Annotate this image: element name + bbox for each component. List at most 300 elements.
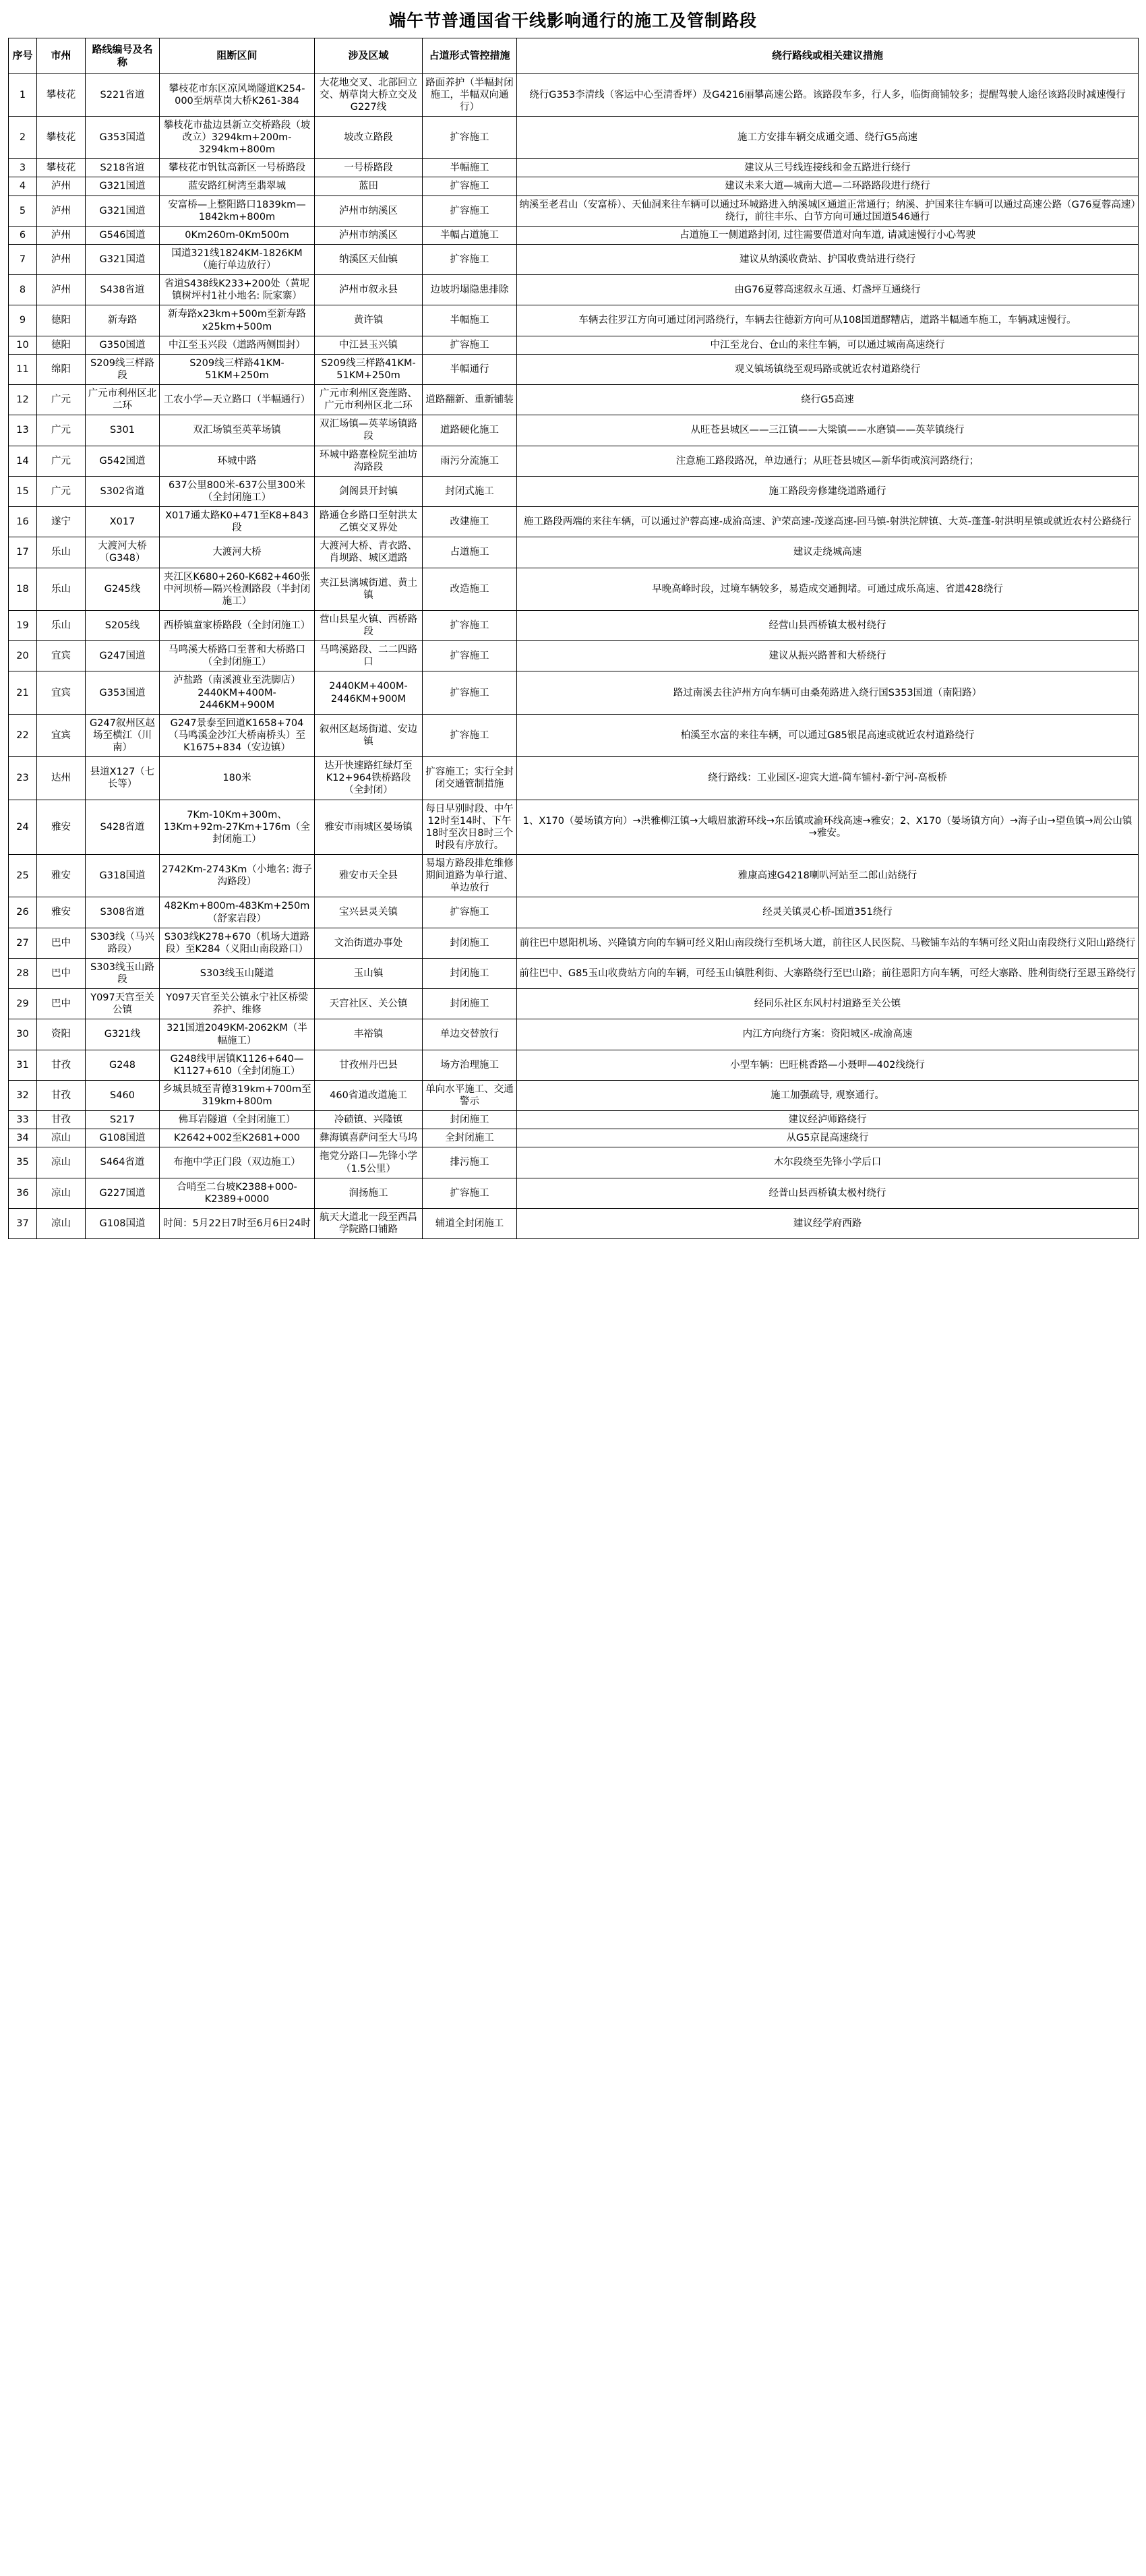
cell-measures: 前往巴中、G85玉山收费站方向的车辆，可经玉山镇胜利街、大寨路绕行至巴山路；前往恩阳方向车辆，可经大寨路、胜利街绕行至恩玉路绕行: [517, 958, 1139, 988]
cell-section: Y097天官至关公镇永宁社区桥梁养护、维修: [160, 989, 315, 1019]
cell-city: 宜宾: [37, 671, 86, 714]
cell-area: S209线三样路41KM-51KM+250m: [315, 354, 423, 384]
cell-area: 一号桥路段: [315, 159, 423, 177]
cell-route: S221省道: [86, 73, 160, 116]
cell-measures: 由G76夏蓉高速叙永互通、灯盏坪互通绕行: [517, 275, 1139, 305]
cell-control: 封闭施工: [423, 958, 517, 988]
cell-measures: 经灵关镇灵心桥-国道351绕行: [517, 897, 1139, 928]
cell-index: 25: [9, 855, 37, 897]
cell-measures: 前往巴中恩阳机场、兴隆镇方向的车辆可经义阳山南段绕行至机场大道，前往区人民医院、马鞍铺车站的车辆可经义阳山南段绕行义阳山路绕行: [517, 928, 1139, 958]
cell-city: 乐山: [37, 568, 86, 610]
cell-city: 甘孜: [37, 1111, 86, 1129]
table-row: [9, 354, 1139, 384]
cell-area: 冷碛镇、兴隆镇: [315, 1111, 423, 1129]
cell-index: 22: [9, 714, 37, 756]
cell-route: S205线: [86, 610, 160, 640]
cell-index: 33: [9, 1111, 37, 1129]
cell-index: 35: [9, 1147, 37, 1178]
cell-area: 剑阁县开封镇: [315, 476, 423, 506]
cell-city: 泸州: [37, 244, 86, 274]
cell-control: 改建施工: [423, 507, 517, 537]
cell-section: X017通太路K0+471至K8+843段: [160, 507, 315, 537]
cell-control: 易塌方路段排危维修期间道路为单行道、单边放行: [423, 855, 517, 897]
cell-measures: 车辆去往罗江方向可通过闭河路绕行，车辆去往德新方向可从108国道醪糟店，道路半幅通车施工，车辆减速慢行。: [517, 305, 1139, 336]
cell-area: 拖党分路口—先锋小学（1.5公里）: [315, 1147, 423, 1178]
cell-section: 蓝安路红树湾至翡翠城: [160, 177, 315, 196]
cell-city: 攀枝花: [37, 159, 86, 177]
cell-measures: 柏溪至水富的来往车辆，可以通过G85银昆高速或就近农村道路绕行: [517, 714, 1139, 756]
cell-route: G227国道: [86, 1178, 160, 1208]
cell-control: 扩容施工: [423, 196, 517, 226]
cell-city: 泸州: [37, 196, 86, 226]
table-row: [9, 897, 1139, 928]
cell-index: 26: [9, 897, 37, 928]
cell-measures: 中江至龙台、仓山的来往车辆，可以通过城南高速绕行: [517, 336, 1139, 354]
cell-route: Y097天宫至关公镇: [86, 989, 160, 1019]
cell-area: 2440KM+400M-2446KM+900M: [315, 671, 423, 714]
table-row: [9, 537, 1139, 568]
table-row: [9, 1147, 1139, 1178]
cell-city: 泸州: [37, 275, 86, 305]
cell-city: 德阳: [37, 305, 86, 336]
cell-index: 19: [9, 610, 37, 640]
table-row: [9, 336, 1139, 354]
cell-area: 泸州市纳溪区: [315, 226, 423, 244]
cell-control: 排污施工: [423, 1147, 517, 1178]
cell-index: 21: [9, 671, 37, 714]
table-row: [9, 757, 1139, 800]
cell-route: G542国道: [86, 446, 160, 476]
cell-area: 460省道改道施工: [315, 1080, 423, 1110]
table-row: [9, 196, 1139, 226]
cell-measures: 建议走绕城高速: [517, 537, 1139, 568]
cell-control: 扩容施工: [423, 641, 517, 671]
cell-measures: 建议经泸师路绕行: [517, 1111, 1139, 1129]
cell-area: 润扬施工: [315, 1178, 423, 1208]
cell-area: 文治街道办事处: [315, 928, 423, 958]
cell-control: 道路翻新、重新铺装: [423, 385, 517, 415]
cell-area: 甘孜州丹巴县: [315, 1050, 423, 1080]
cell-section: G247景泰至回道K1658+704（马鸣溪金沙江大桥南桥头）至K1675+834（安边镇）: [160, 714, 315, 756]
cell-city: 广元: [37, 446, 86, 476]
cell-city: 泸州: [37, 226, 86, 244]
cell-city: 宜宾: [37, 714, 86, 756]
table-row: [9, 714, 1139, 756]
cell-control: 辅道全封闭施工: [423, 1208, 517, 1238]
cell-control: 场方治理施工: [423, 1050, 517, 1080]
cell-route: S218省道: [86, 159, 160, 177]
cell-measures: 施工加强疏导, 观察通行。: [517, 1080, 1139, 1110]
cell-area: 黄许镇: [315, 305, 423, 336]
cell-measures: 占道施工一侧道路封闭, 过往需要借道对向车道, 请减速慢行小心驾驶: [517, 226, 1139, 244]
table-row: [9, 641, 1139, 671]
cell-measures: 施工方安排车辆交成通交通、绕行G5高速: [517, 116, 1139, 158]
cell-area: 彝海镇喜萨问至大马坞: [315, 1129, 423, 1147]
cell-city: 广元: [37, 476, 86, 506]
cell-section: 时间：5月22日7时至6月6日24时: [160, 1208, 315, 1238]
table-row: [9, 507, 1139, 537]
cell-area: 中江县玉兴镇: [315, 336, 423, 354]
cell-city: 凉山: [37, 1147, 86, 1178]
cell-section: 双汇场镇至英苹场镇: [160, 415, 315, 446]
cell-route: S302省道: [86, 476, 160, 506]
cell-control: 封闭施工: [423, 1111, 517, 1129]
cell-control: 单边交替放行: [423, 1019, 517, 1050]
cell-control: 半幅占道施工: [423, 226, 517, 244]
cell-measures: 绕行G353李清线（客运中心至清香坪）及G4216丽攀高速公路。该路段车多，行人多，临街商铺较多；提醒驾驶人途径该路段时减速慢行: [517, 73, 1139, 116]
table-row: [9, 116, 1139, 158]
cell-section: S303线K278+670（机场大道路段）至K284（义阳山南段路口）: [160, 928, 315, 958]
cell-section: 合哨至二台坡K2388+000-K2389+0000: [160, 1178, 315, 1208]
cell-measures: 建议未来大道—城南大道—二环路路段进行绕行: [517, 177, 1139, 196]
table-row: [9, 305, 1139, 336]
table-row: [9, 958, 1139, 988]
cell-index: 17: [9, 537, 37, 568]
table-row: [9, 671, 1139, 714]
cell-section: S303线玉山隧道: [160, 958, 315, 988]
column-header-section: 阻断区间: [160, 38, 315, 74]
cell-index: 9: [9, 305, 37, 336]
cell-route: 广元市利州区北二环: [86, 385, 160, 415]
cell-area: 丰裕镇: [315, 1019, 423, 1050]
cell-city: 遂宁: [37, 507, 86, 537]
cell-area: 大渡河大桥、青衣路、肖坝路、城区道路: [315, 537, 423, 568]
cell-city: 绵阳: [37, 354, 86, 384]
cell-section: 夹江区K680+260-K682+460张中河坝桥—隔兴检测路段（半封闭施工）: [160, 568, 315, 610]
table-row: [9, 1129, 1139, 1147]
cell-area: 达开快速路红绿灯至K12+964铁桥路段（全封闭）: [315, 757, 423, 800]
cell-measures: 小型车辆：巴旺桃香路—小聂呷—402线绕行: [517, 1050, 1139, 1080]
cell-index: 1: [9, 73, 37, 116]
table-row: [9, 1178, 1139, 1208]
cell-city: 宜宾: [37, 641, 86, 671]
column-header-index: 序号: [9, 38, 37, 74]
cell-section: 工农小学—天立路口（半幅通行）: [160, 385, 315, 415]
table-header-row: [9, 38, 1139, 74]
cell-section: 482Km+800m-483Km+250m（舒家岩段）: [160, 897, 315, 928]
cell-measures: 经同乐社区东风村村道路至关公镇: [517, 989, 1139, 1019]
cell-city: 泸州: [37, 177, 86, 196]
cell-section: 180米: [160, 757, 315, 800]
cell-measures: 注意施工路段路况，单边通行；从旺苍县城区—新华街或滨河路绕行；: [517, 446, 1139, 476]
cell-index: 15: [9, 476, 37, 506]
cell-section: 西桥镇童家桥路段（全封闭施工）: [160, 610, 315, 640]
cell-measures: 经普山县西桥镇太极村绕行: [517, 1178, 1139, 1208]
cell-control: 封闭式施工: [423, 476, 517, 506]
table-row: [9, 1050, 1139, 1080]
cell-measures: 路过南溪去往泸州方向车辆可由桑苑路进入绕行国S353国道（南阳路）: [517, 671, 1139, 714]
cell-control: 边坡坍塌隐患排除: [423, 275, 517, 305]
cell-section: 佛耳岩隧道（全封闭施工）: [160, 1111, 315, 1129]
cell-city: 凉山: [37, 1178, 86, 1208]
cell-index: 27: [9, 928, 37, 958]
cell-section: G248线甲居镇K1126+640—K1127+610（全封闭施工）: [160, 1050, 315, 1080]
page-title: 端午节普通国省干线影响通行的施工及管制路段: [388, 11, 757, 30]
column-header-control: 占道形式管控措施: [423, 38, 517, 74]
cell-measures: 观义镇场镇绕至观玛路或就近农村道路绕行: [517, 354, 1139, 384]
cell-city: 达州: [37, 757, 86, 800]
cell-measures: 建议从三号线连接线和金五路进行绕行: [517, 159, 1139, 177]
cell-control: 扩容施工: [423, 671, 517, 714]
cell-route: G321国道: [86, 196, 160, 226]
table-row: [9, 1208, 1139, 1238]
cell-area: 纳溪区天仙镇: [315, 244, 423, 274]
cell-index: 37: [9, 1208, 37, 1238]
cell-section: 大渡河大桥: [160, 537, 315, 568]
cell-area: 环城中路嘉检院至油坊沟路段: [315, 446, 423, 476]
column-header-route: 路线编号及名称: [86, 38, 160, 74]
cell-area: 营山县星火镇、西桥路段: [315, 610, 423, 640]
cell-area: 泸州市纳溪区: [315, 196, 423, 226]
cell-area: 叙州区赵场街道、安边镇: [315, 714, 423, 756]
cell-index: 2: [9, 116, 37, 158]
cell-section: 安富桥—上整阳路口1839km—1842km+800m: [160, 196, 315, 226]
cell-measures: 木尔段绕至先锋小学后口: [517, 1147, 1139, 1178]
cell-route: S217: [86, 1111, 160, 1129]
cell-route: G245线: [86, 568, 160, 610]
cell-index: 28: [9, 958, 37, 988]
cell-measures: 施工路段两端的来往车辆，可以通过沪蓉高速-成渝高速、沪荣高速-茂遂高速-回马镇-射洪沱牌镇、大英-蓬蓬-射洪明星镇或就近农村公路绕行: [517, 507, 1139, 537]
cell-city: 广元: [37, 385, 86, 415]
cell-route: G247叙州区赵场至横江（川南）: [86, 714, 160, 756]
cell-control: 扩容施工: [423, 897, 517, 928]
cell-section: 新寿路x23km+500m至新寿路x25km+500m: [160, 305, 315, 336]
cell-measures: 内江方向绕行方案：资阳城区-成渝高速: [517, 1019, 1139, 1050]
cell-measures: 纳溪至老君山（安富桥）、天仙洞来往车辆可以通过环城路进入纳溪城区通道正常通行；纳溪、护国来往车辆可以通过高速公路（G76夏蓉高速）绕行，前往丰乐、白节方向可通过国道546通行: [517, 196, 1139, 226]
table-row: [9, 855, 1139, 897]
cell-route: G321线: [86, 1019, 160, 1050]
cell-control: 扩容施工: [423, 177, 517, 196]
cell-route: G350国道: [86, 336, 160, 354]
cell-route: 县道X127（七长等）: [86, 757, 160, 800]
table-row: [9, 159, 1139, 177]
cell-city: 广元: [37, 415, 86, 446]
column-header-city: 市州: [37, 38, 86, 74]
cell-measures: 建议从纳溪收费站、护国收费站进行绕行: [517, 244, 1139, 274]
table-row: [9, 1080, 1139, 1110]
cell-city: 德阳: [37, 336, 86, 354]
cell-city: 巴中: [37, 989, 86, 1019]
cell-route: S301: [86, 415, 160, 446]
cell-section: 637公里800米-637公里300米（全封闭施工）: [160, 476, 315, 506]
cell-control: 占道施工: [423, 537, 517, 568]
cell-section: 国道321线1824KM-1826KM（施行单边放行）: [160, 244, 315, 274]
cell-control: 扩容施工: [423, 336, 517, 354]
cell-area: 路通仓乡路口至射洪太乙镇交叉界处: [315, 507, 423, 537]
cell-route: 大渡河大桥（G348）: [86, 537, 160, 568]
cell-index: 4: [9, 177, 37, 196]
cell-area: 雅安市雨城区晏场镇: [315, 800, 423, 855]
cell-area: 航天大道北一段至西昌学院路口铺路: [315, 1208, 423, 1238]
cell-control: 改造施工: [423, 568, 517, 610]
cell-route: S303线玉山路段: [86, 958, 160, 988]
cell-city: 攀枝花: [37, 73, 86, 116]
cell-area: 雅安市天全县: [315, 855, 423, 897]
cell-route: G546国道: [86, 226, 160, 244]
cell-measures: 雅康高速G4218喇叭河站至二郎山站绕行: [517, 855, 1139, 897]
cell-route: G108国道: [86, 1208, 160, 1238]
cell-control: 单向水平施工、交通警示: [423, 1080, 517, 1110]
cell-city: 凉山: [37, 1129, 86, 1147]
cell-city: 乐山: [37, 610, 86, 640]
table-row: [9, 177, 1139, 196]
cell-city: 雅安: [37, 897, 86, 928]
cell-city: 凉山: [37, 1208, 86, 1238]
cell-measures: 建议经学府西路: [517, 1208, 1139, 1238]
table-row: [9, 1111, 1139, 1129]
cell-route: G108国道: [86, 1129, 160, 1147]
cell-city: 资阳: [37, 1019, 86, 1050]
cell-section: 中江至玉兴段（道路两侧围封）: [160, 336, 315, 354]
column-header-area: 涉及区域: [315, 38, 423, 74]
cell-route: G353国道: [86, 116, 160, 158]
cell-route: G247国道: [86, 641, 160, 671]
cell-area: 夹江县漓城街道、黄土镇: [315, 568, 423, 610]
cell-measures: 从旺苍县城区——三江镇——大梁镇——水磨镇——英苹镇绕行: [517, 415, 1139, 446]
cell-control: 道路硬化施工: [423, 415, 517, 446]
cell-index: 24: [9, 800, 37, 855]
cell-index: 11: [9, 354, 37, 384]
cell-route: G321国道: [86, 177, 160, 196]
cell-index: 6: [9, 226, 37, 244]
cell-area: 玉山镇: [315, 958, 423, 988]
cell-measures: 1、X170（晏场镇方向）→洪雅柳江镇→大峨眉旅游环线→东岳镇或渝环线高速→雅安；2、X170（晏场镇方向）→海子山→望鱼镇→周公山镇→雅安。: [517, 800, 1139, 855]
cell-control: 半幅通行: [423, 354, 517, 384]
cell-section: S209线三样路41KM-51KM+250m: [160, 354, 315, 384]
cell-control: 每日早别时段、中午12时至14时、下午18时至次日8时三个时段有序放行。: [423, 800, 517, 855]
cell-city: 甘孜: [37, 1080, 86, 1110]
cell-route: S428省道: [86, 800, 160, 855]
cell-index: 7: [9, 244, 37, 274]
cell-area: 坡改立路段: [315, 116, 423, 158]
cell-section: 环城中路: [160, 446, 315, 476]
cell-index: 36: [9, 1178, 37, 1208]
cell-route: S460: [86, 1080, 160, 1110]
cell-control: 扩容施工: [423, 1178, 517, 1208]
cell-section: K2642+002至K2681+000: [160, 1129, 315, 1147]
cell-control: 扩容施工: [423, 714, 517, 756]
cell-measures: 绕行路线：工业园区-迎宾大道-简车铺村-新宁河-高板桥: [517, 757, 1139, 800]
table-row: [9, 989, 1139, 1019]
cell-index: 5: [9, 196, 37, 226]
cell-route: G248: [86, 1050, 160, 1080]
cell-measures: 早晚高峰时段，过境车辆较多，易造成交通拥堵。可通过成乐高速、省道428绕行: [517, 568, 1139, 610]
column-header-measures: 绕行路线或相关建议措施: [517, 38, 1139, 74]
cell-index: 29: [9, 989, 37, 1019]
cell-section: 2742Km-2743Km（小地名: 海子沟路段）: [160, 855, 315, 897]
cell-section: 7Km-10Km+300m、13Km+92m-27Km+176m（全封闭施工）: [160, 800, 315, 855]
cell-index: 14: [9, 446, 37, 476]
cell-route: S308省道: [86, 897, 160, 928]
cell-route: S438省道: [86, 275, 160, 305]
cell-measures: 建议从振兴路普和大桥绕行: [517, 641, 1139, 671]
cell-route: G321国道: [86, 244, 160, 274]
cell-control: 封闭施工: [423, 989, 517, 1019]
cell-section: 泸盐路（南溪渡业至洗脚店）2440KM+400M-2446KM+900M: [160, 671, 315, 714]
table-row: [9, 568, 1139, 610]
table-row: [9, 244, 1139, 274]
cell-section: 乡城县城至青德319km+700m至319km+800m: [160, 1080, 315, 1110]
cell-control: 半幅施工: [423, 159, 517, 177]
cell-index: 34: [9, 1129, 37, 1147]
cell-area: 大花地交叉、北部回立交、炳草岗大桥立交及G227线: [315, 73, 423, 116]
cell-route: S209线三样路段: [86, 354, 160, 384]
cell-section: 布拖中学正门段（双边施工）: [160, 1147, 315, 1178]
cell-section: 攀枝花市钒钛高新区一号桥路段: [160, 159, 315, 177]
cell-control: 全封闭施工: [423, 1129, 517, 1147]
cell-index: 20: [9, 641, 37, 671]
cell-area: 广元市利州区瓷莲路、广元市利州区北二环: [315, 385, 423, 415]
cell-city: 甘孜: [37, 1050, 86, 1080]
cell-control: 扩容施工；实行全封闭交通管制措施: [423, 757, 517, 800]
table-row: [9, 226, 1139, 244]
cell-control: 封闭施工: [423, 928, 517, 958]
cell-city: 巴中: [37, 928, 86, 958]
cell-route: S303线（马兴路段）: [86, 928, 160, 958]
cell-control: 路面养护（半幅封闭施工，半幅双向通行）: [423, 73, 517, 116]
cell-index: 12: [9, 385, 37, 415]
cell-index: 32: [9, 1080, 37, 1110]
table-row: [9, 1019, 1139, 1050]
cell-index: 16: [9, 507, 37, 537]
cell-section: 攀枝花市东区凉风坳隧道K254-000至炳草岗大桥K261-384: [160, 73, 315, 116]
cell-index: 13: [9, 415, 37, 446]
cell-section: 321国道2049KM-2062KM（半幅施工）: [160, 1019, 315, 1050]
cell-section: 省道S438线K233+200处（黄坭镇树坪村1社小地名: 阮家寨）: [160, 275, 315, 305]
cell-area: 宝兴县灵关镇: [315, 897, 423, 928]
table-row: [9, 415, 1139, 446]
cell-measures: 绕行G5高速: [517, 385, 1139, 415]
table-row: [9, 610, 1139, 640]
cell-city: 乐山: [37, 537, 86, 568]
table-row: [9, 800, 1139, 855]
cell-city: 雅安: [37, 855, 86, 897]
cell-area: 蓝田: [315, 177, 423, 196]
cell-control: 雨污分流施工: [423, 446, 517, 476]
cell-route: G353国道: [86, 671, 160, 714]
cell-route: 新寿路: [86, 305, 160, 336]
table-row: [9, 446, 1139, 476]
cell-section: 攀枝花市盐边县新立交桥路段（坡改立）3294km+200m-3294km+800m: [160, 116, 315, 158]
cell-control: 扩容施工: [423, 244, 517, 274]
cell-area: 泸州市叙永县: [315, 275, 423, 305]
cell-index: 8: [9, 275, 37, 305]
document-page: [0, 0, 1146, 1253]
table-row: [9, 385, 1139, 415]
cell-index: 3: [9, 159, 37, 177]
cell-control: 半幅施工: [423, 305, 517, 336]
cell-index: 10: [9, 336, 37, 354]
cell-route: G318国道: [86, 855, 160, 897]
cell-area: 马鸣溪路段、二二四路口: [315, 641, 423, 671]
cell-measures: 经营山县西桥镇太极村绕行: [517, 610, 1139, 640]
cell-area: 双汇场镇—英苹场镇路段: [315, 415, 423, 446]
table-row: [9, 275, 1139, 305]
cell-section: 0Km260m-0Km500m: [160, 226, 315, 244]
table-row: [9, 928, 1139, 958]
cell-index: 18: [9, 568, 37, 610]
cell-route: S464省道: [86, 1147, 160, 1178]
cell-measures: 从G5京昆高速绕行: [517, 1129, 1139, 1147]
cell-control: 扩容施工: [423, 116, 517, 158]
cell-measures: 施工路段旁修建绕道路通行: [517, 476, 1139, 506]
cell-index: 31: [9, 1050, 37, 1080]
cell-city: 巴中: [37, 958, 86, 988]
cell-control: 扩容施工: [423, 610, 517, 640]
cell-index: 23: [9, 757, 37, 800]
cell-city: 雅安: [37, 800, 86, 855]
cell-route: X017: [86, 507, 160, 537]
